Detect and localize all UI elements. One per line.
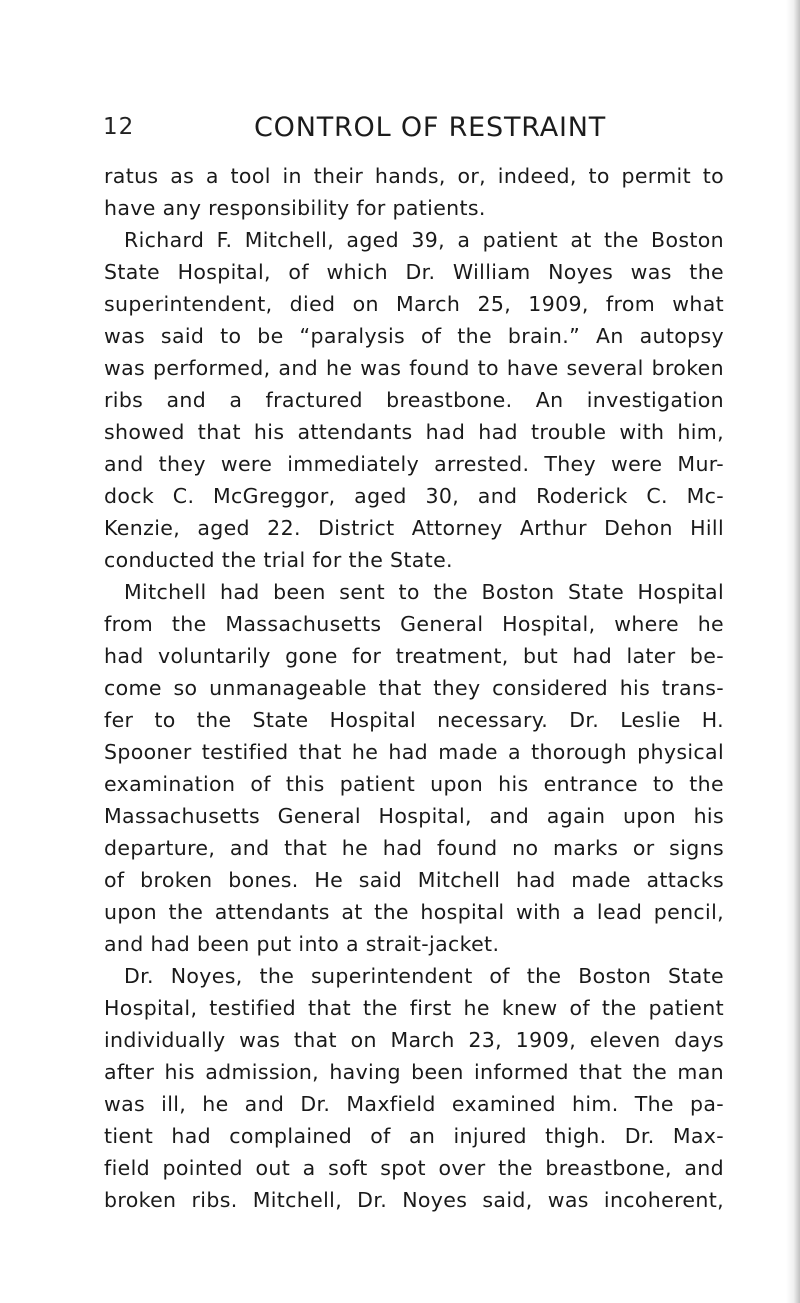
running-title: CONTROL OF RESTRAINT: [254, 112, 607, 143]
text-line: Massachusetts General Hospital, and again upon his: [104, 804, 724, 828]
text-line: Hospital, testified that the first he knew of the patient: [104, 996, 724, 1020]
text-line: upon the attendants at the hospital with a lead pencil,: [104, 900, 724, 924]
text-line: Kenzie, aged 22. District Attorney Arthur Dehon Hill: [104, 516, 724, 540]
page-header: [0, 112, 800, 152]
text-line: individually was that on March 23, 1909, eleven days: [104, 1028, 724, 1052]
text-line: have any responsibility for patients.: [104, 196, 486, 220]
text-line: and they were immediately arrested. They were Mur-: [104, 452, 724, 476]
text-line: superintendent, died on March 25, 1909, from what: [104, 292, 724, 316]
text-line: ratus as a tool in their hands, or, indeed, to permit to: [104, 164, 724, 188]
text-line: examination of this patient upon his entrance to the: [104, 772, 724, 796]
text-line: field pointed out a soft spot over the breastbone, and: [104, 1156, 724, 1180]
text-line: ribs and a fractured breastbone. An investigation: [104, 388, 724, 412]
text-line: fer to the State Hospital necessary. Dr. Leslie H.: [104, 708, 724, 732]
text-line: conducted the trial for the State.: [104, 548, 453, 572]
text-line: had voluntarily gone for treatment, but had later be-: [104, 644, 724, 668]
text-line: Dr. Noyes, the superintendent of the Boston State: [124, 964, 724, 988]
text-line: broken ribs. Mitchell, Dr. Noyes said, was incoherent,: [104, 1188, 724, 1212]
text-line: was performed, and he was found to have several broken: [104, 356, 724, 380]
text-line: from the Massachusetts General Hospital, where he: [104, 612, 724, 636]
text-line: come so unmanageable that they considered his trans-: [104, 676, 724, 700]
text-line: and had been put into a strait-jacket.: [104, 932, 500, 956]
page-number: 12: [103, 114, 135, 140]
text-line: departure, and that he had found no marks or signs: [104, 836, 724, 860]
text-line: dock C. McGreggor, aged 30, and Roderick C. Mc-: [104, 484, 724, 508]
text-line: tient had complained of an injured thigh. Dr. Max-: [104, 1124, 724, 1148]
text-line: Mitchell had been sent to the Boston State Hospital: [124, 580, 724, 604]
text-line: was ill, he and Dr. Maxfield examined him. The pa-: [104, 1092, 724, 1116]
body-text: [104, 160, 724, 1216]
text-line: after his admission, having been informed that the man: [104, 1060, 724, 1084]
text-line: State Hospital, of which Dr. William Noyes was the: [104, 260, 724, 284]
text-line: of broken bones. He said Mitchell had made attacks: [104, 868, 724, 892]
text-line: showed that his attendants had had trouble with him,: [104, 420, 724, 444]
text-line: was said to be “paralysis of the brain.” An autopsy: [104, 324, 724, 348]
page-edge-shadow: [786, 0, 800, 1303]
text-line: Spooner testified that he had made a thorough physical: [104, 740, 724, 764]
text-line: Richard F. Mitchell, aged 39, a patient at the Boston: [124, 228, 724, 252]
